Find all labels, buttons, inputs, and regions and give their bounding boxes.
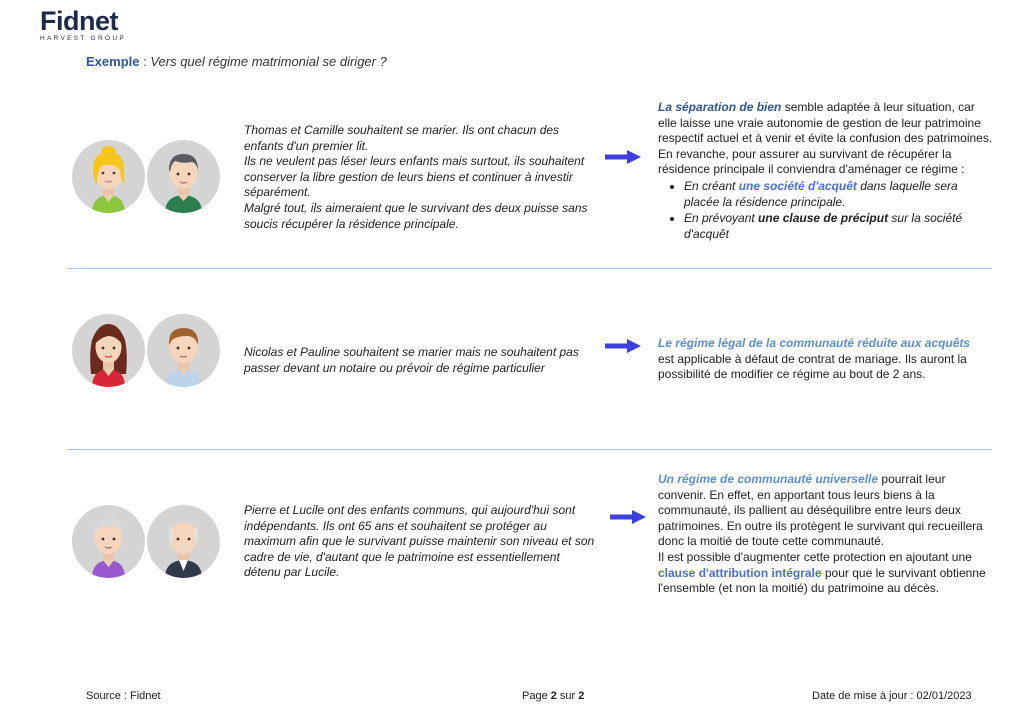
right-arrow-icon xyxy=(605,150,641,164)
page-label: Page xyxy=(522,690,551,702)
regime-name: Un régime de communauté universelle xyxy=(658,472,879,486)
page-current: 2 xyxy=(550,690,557,702)
bullet-text: En prévoyant xyxy=(684,211,759,226)
logo-subtitle: HARVEST GROUP xyxy=(40,35,127,42)
avatars-thomas-camille xyxy=(72,140,220,213)
description-nicolas-pauline xyxy=(244,345,599,376)
title-prefix: Exemple xyxy=(86,54,140,69)
bullet-clause-preciput xyxy=(684,211,993,242)
page-total: 2 xyxy=(578,690,585,702)
avatar-woman-brown-hair-icon xyxy=(72,314,145,387)
result-pierre-lucile xyxy=(658,472,993,597)
avatars-pierre-lucile xyxy=(72,505,220,578)
bullet-text: dans laquelle sera placée la résidence principale. xyxy=(684,178,958,209)
regime-name: La séparation de bien xyxy=(658,100,782,114)
description-line: Pierre et Lucile ont des enfants communs, qui aujourd'hui sont indépendants. Ils ont 65 ans et souhaitent se protéger au maximum afin que le survivant puisse maintenir son niveau et son cadre de vie, d'autant que le patrimoine est essentiellement détenu par Lucile. xyxy=(244,503,595,580)
result-text-2: En revanche, pour assurer au survivant de récupérer la résidence principale il conviendra d'aménager ce régime : xyxy=(658,146,965,177)
right-arrow-icon xyxy=(610,510,646,524)
description-line: Thomas et Camille souhaitent se marier. Ils ont chacun des enfants d'un premier lit. xyxy=(244,123,560,153)
page-title xyxy=(86,54,387,69)
bullet-bold: une clause de préciput xyxy=(758,211,889,226)
right-arrow-icon xyxy=(605,339,641,353)
description-line: Ils ne veulent pas léser leurs enfants mais surtout, ils souhaitent conserver la libre gestion de leurs biens et continuer à investir séparément. xyxy=(244,154,585,200)
result-text: est applicable à défaut de contrat de mariage. Ils auront la possibilité de modifier ce régime au bout de 2 ans. xyxy=(658,351,967,382)
description-thomas-camille xyxy=(244,123,599,232)
footer-update-date: Date de mise à jour : 02/01/2023 xyxy=(812,690,972,702)
bullet-text: En créant xyxy=(684,178,739,193)
logo-text: Fidnet xyxy=(40,6,118,36)
fidnet-logo xyxy=(40,6,126,42)
footer-page-number xyxy=(522,690,584,702)
bullet-text: sur la société d'acquêt xyxy=(684,211,963,241)
page-separator: sur xyxy=(556,690,579,702)
avatars-nicolas-pauline xyxy=(72,314,220,387)
description-line: Nicolas et Pauline souhaitent se marier mais ne souhaitent pas passer devant un notaire ou prévoir de régime particulier xyxy=(244,345,579,375)
title-separator: : xyxy=(139,54,151,69)
bullet-link: une société d'acquêt xyxy=(738,178,857,193)
regime-name: Le régime légal de la communauté réduite aux acquêts xyxy=(658,336,971,350)
footer-source: Source : Fidnet xyxy=(86,690,161,702)
avatar-man-brown-hair-icon xyxy=(147,314,220,387)
title-text: Vers quel régime matrimonial se diriger ? xyxy=(150,54,387,69)
result-text-2 xyxy=(658,550,993,597)
result-thomas-camille xyxy=(658,100,993,243)
result-text: pour que le survivant obtienne l'ensemble (et non la moitié) du patrimoine au décès. xyxy=(658,565,986,596)
clause-link: clause d'attribution intégrale xyxy=(658,565,822,580)
section-divider xyxy=(67,268,992,269)
result-text: Il est possible d'augmenter cette protection en ajoutant une xyxy=(658,549,972,564)
avatar-elderly-man-icon xyxy=(147,505,220,578)
section-divider xyxy=(67,449,992,450)
avatar-man-gray-hair-icon xyxy=(147,140,220,213)
avatar-elderly-woman-icon xyxy=(72,505,145,578)
description-pierre-lucile xyxy=(244,503,599,581)
result-nicolas-pauline xyxy=(658,336,993,383)
bullet-societe-acquet xyxy=(684,179,993,210)
result-text: pourrait leur convenir. En effet, en apportant tous leurs biens à la communauté, ils pallient au déséquilibre entre leurs deux patrimoines. En outre ils protègent le survivant qui recueillera donc la moitié de toute cette communauté. xyxy=(658,472,983,549)
result-text: semble adaptée à leur situation, car elle laisse une vraie autonomie de gestion de leur patrimoine respectif actuel et à venir et évite la confusion des patrimoines. xyxy=(658,100,993,146)
result-bullets xyxy=(658,179,993,242)
description-line: Malgré tout, ils aimeraient que le survivant des deux puisse sans soucis récupérer la résidence principale. xyxy=(244,200,588,231)
avatar-woman-blonde-icon xyxy=(72,140,145,213)
